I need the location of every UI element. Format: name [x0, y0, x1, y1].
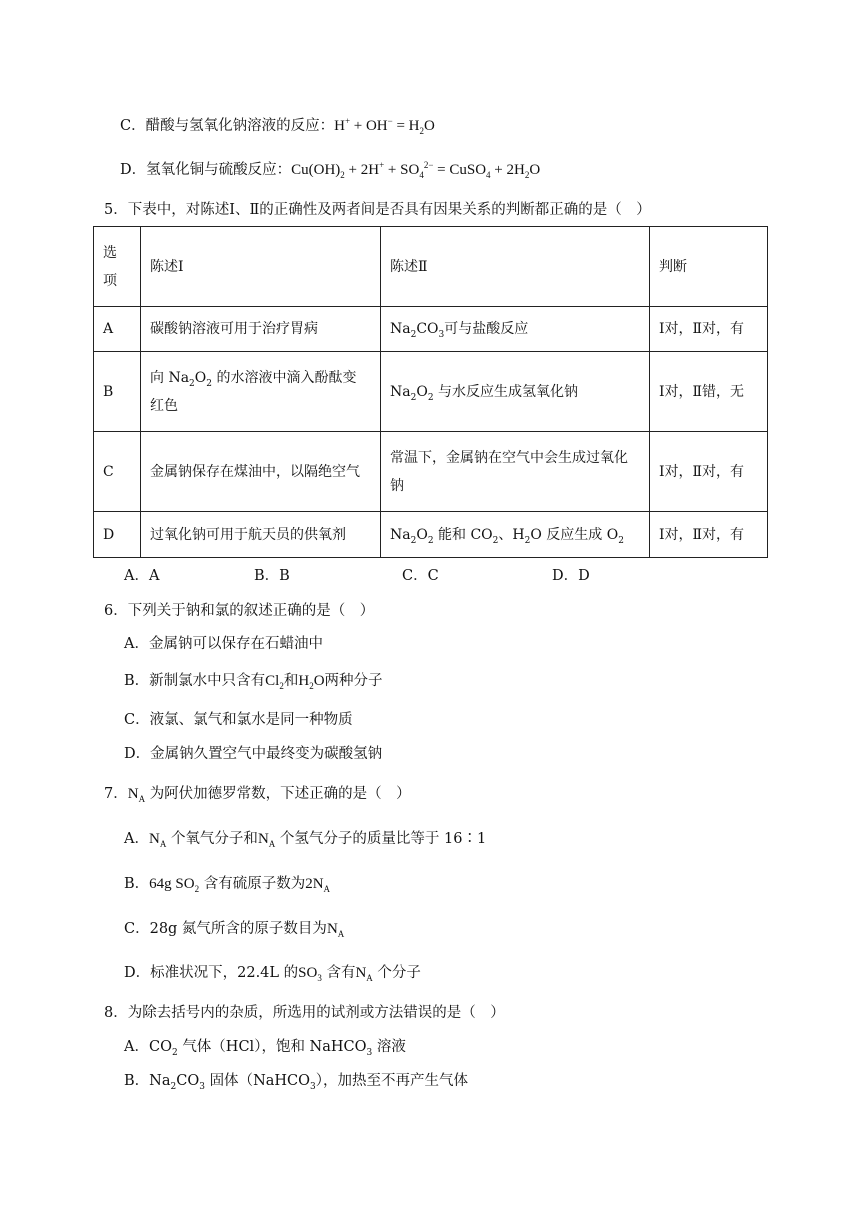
row-statement-2: $Na_2O_2$ 与水反应生成氢氧化钠 [381, 352, 650, 432]
q6-option-b: B．新制氯水中只含有$Cl_2$和$H_2O$两种分子 [124, 673, 383, 691]
q8-stem: 8．为除去括号内的杂质，所选用的试剂或方法错误的是（ ） [104, 1005, 505, 1021]
row-statement-1: 过氧化钠可用于航天员的供氧剂 [141, 512, 381, 558]
header-statement-2: 陈述Ⅱ [381, 227, 650, 307]
q7-option-d: D．标准状况下，22.4L 的$SO_3$ 含有$N_A$ 个分子 [124, 965, 421, 983]
q5-table [93, 226, 768, 558]
q5-option-c: C．C [402, 568, 439, 584]
q4-option-d-equation: $Cu(OH)_2 + 2H^+ + SO_4^{2-}$ = CuSO$_4$ + $2H_2O$ [291, 160, 541, 180]
q6-stem: 6．下列关于钠和氯的叙述正确的是（ ） [104, 603, 375, 619]
row-statement-2: $Na_2CO_3$可与盐酸反应 [381, 307, 650, 352]
row-judgement: Ⅰ对，Ⅱ对，有 [650, 432, 768, 512]
q8-option-b: B．$Na_2CO_3$ 固体（NaHCO$_3$），加热至不再产生气体 [124, 1073, 469, 1092]
row-judgement: Ⅰ对，Ⅱ错，无 [650, 352, 768, 432]
q6-option-d: D．金属钠久置空气中最终变为碳酸氢钠 [124, 746, 383, 762]
table-header-row [94, 227, 768, 307]
q5-option-a: A．A [124, 568, 160, 584]
q5-stem: 5．下表中，对陈述Ⅰ、Ⅱ的正确性及两者间是否具有因果关系的判断都正确的是（ ） [104, 202, 651, 218]
header-statement-1: 陈述Ⅰ [141, 227, 381, 307]
row-statement-1: 碳酸钠溶液可用于治疗胃病 [141, 307, 381, 352]
q4-option-d [120, 160, 540, 180]
q5-option-b: B．B [254, 568, 290, 584]
q8-option-a: A．$CO_2$ 气体（HCl），饱和 NaHCO$_3$ 溶液 [124, 1039, 406, 1058]
row-option: A [94, 307, 141, 352]
q4-option-d-text: D．氢氧化铜与硫酸反应： [120, 162, 292, 178]
q4-option-c-text: C．醋酸与氢氧化钠溶液的反应： [120, 118, 335, 134]
row-statement-1: 向 $Na_2O_2$ 的水溶液中滴入酚酞变 红色 [141, 352, 381, 432]
row-option: C [94, 432, 141, 512]
table-row [94, 512, 768, 558]
q7-stem: 7．$N_A$ 为阿伏加德罗常数，下述正确的是（ ） [104, 786, 411, 804]
q4-option-c-equation: $H^+ + OH^- = H_2O$ [334, 116, 435, 136]
table-row [94, 307, 768, 352]
table-row [94, 432, 768, 512]
q5-option-d: D．D [552, 568, 590, 584]
q7-option-c: C．28g 氮气所含的原子数目为$N_A$ [124, 921, 345, 939]
row-option: B [94, 352, 141, 432]
q7-option-b: B．64g $SO_2$ 含有硫原子数为$2N_A$ [124, 876, 331, 894]
row-option: D [94, 512, 141, 558]
header-judgement: 判断 [650, 227, 768, 307]
header-option: 选 项 [94, 227, 141, 307]
q6-option-c: C．液氯、氯气和氯水是同一种物质 [124, 712, 353, 728]
q4-option-c [120, 116, 435, 136]
row-judgement: Ⅰ对，Ⅱ对，有 [650, 512, 768, 558]
row-judgement: Ⅰ对，Ⅱ对，有 [650, 307, 768, 352]
row-statement-1: 金属钠保存在煤油中，以隔绝空气 [141, 432, 381, 512]
row-statement-2: 常温下，金属钠在空气中会生成过氧化 钠 [381, 432, 650, 512]
q6-option-a: A．金属钠可以保存在石蜡油中 [124, 636, 323, 652]
q7-option-a: A．$N_A$ 个氧气分子和$N_A$ 个氢气分子的质量比等于 16∶1 [124, 831, 487, 849]
table-row [94, 352, 768, 432]
row-statement-2: $Na_2O_2$ 能和 $CO_2$、$H_2O$ 反应生成 $O_2$ [381, 512, 650, 558]
